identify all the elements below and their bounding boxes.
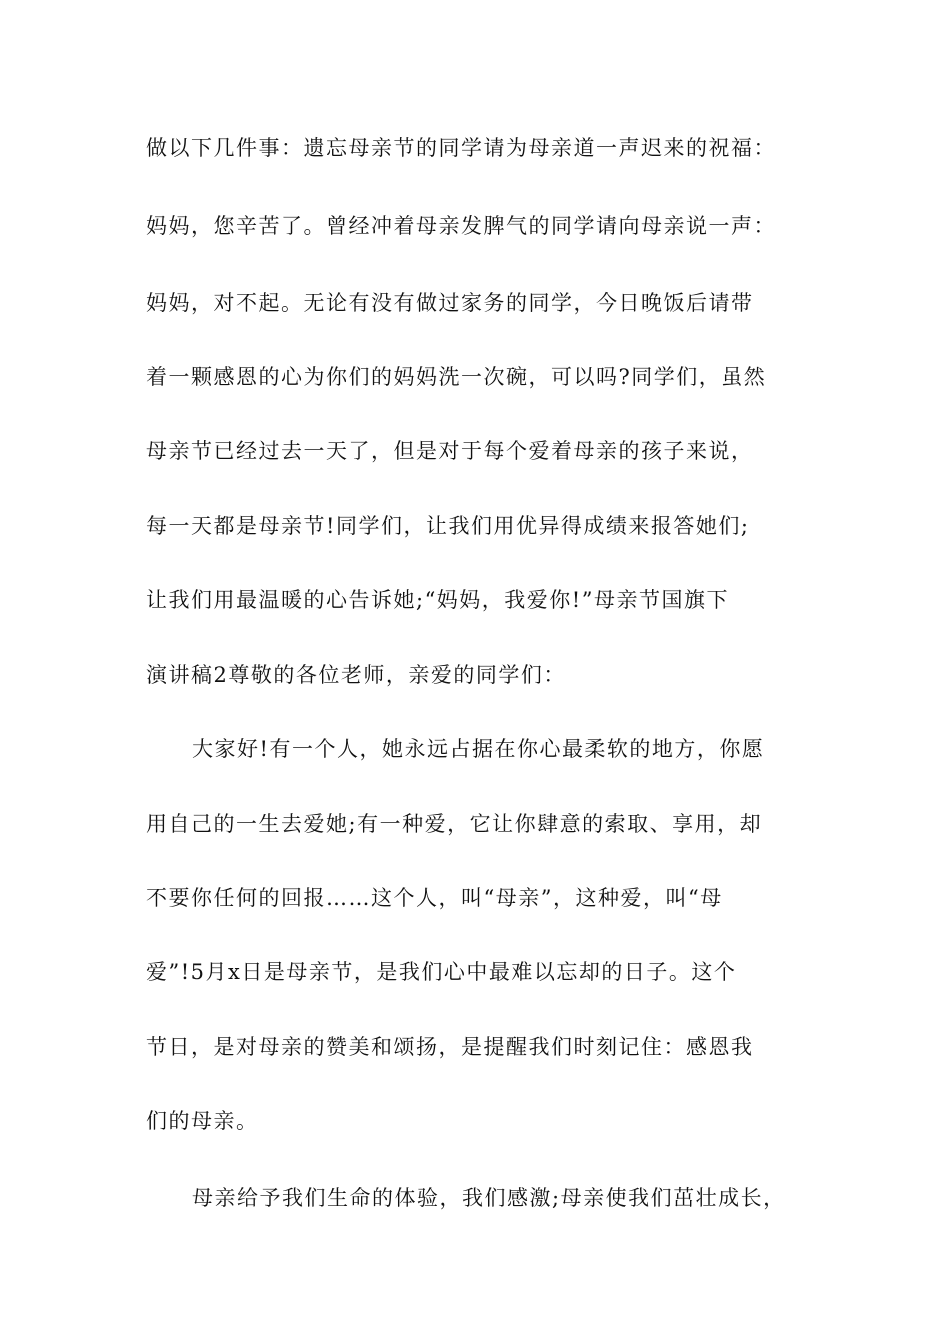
text-line: 们的母亲。 — [146, 1109, 259, 1133]
paragraph-first-line: 大家好!有一个人，她永远占据在你心最柔软的地方，你愿 — [192, 737, 765, 761]
text-line: 做以下几件事：遗忘母亲节的同学请为母亲道一声迟来的祝福： — [146, 136, 776, 160]
text-line: 妈妈，对不起。无论有没有做过家务的同学，今日晚饭后请带 — [146, 291, 754, 315]
text-line: 妈妈，您辛苦了。曾经冲着母亲发脾气的同学请向母亲说一声： — [146, 214, 776, 238]
text-line: 母亲节已经过去一天了，但是对于每个爱着母亲的孩子来说， — [146, 439, 754, 463]
text-line: 让我们用最温暖的心告诉她;“妈妈，我爱你!”母亲节国旗下 — [146, 588, 729, 612]
text-line: 演讲稿2尊敬的各位老师，亲爱的同学们： — [146, 663, 566, 687]
text-line: 不要你任何的回报……这个人，叫“母亲”，这种爱，叫“母 — [146, 886, 723, 910]
text-line: 爱”!5月x日是母亲节，是我们心中最难以忘却的日子。这个 — [146, 960, 737, 984]
text-line: 用自己的一生去爱她;有一种爱，它让你肆意的索取、享用，却 — [146, 812, 763, 836]
text-line: 着一颗感恩的心为你们的妈妈洗一次碗，可以吗?同学们，虽然 — [146, 365, 767, 389]
text-line: 每一天都是母亲节!同学们，让我们用优异得成绩来报答她们; — [146, 514, 750, 538]
paragraph-first-line: 母亲给予我们生命的体验，我们感激;母亲使我们茁壮成长， — [192, 1186, 786, 1210]
text-line: 节日，是对母亲的赞美和颂扬，是提醒我们时刻记住：感恩我 — [146, 1035, 754, 1059]
